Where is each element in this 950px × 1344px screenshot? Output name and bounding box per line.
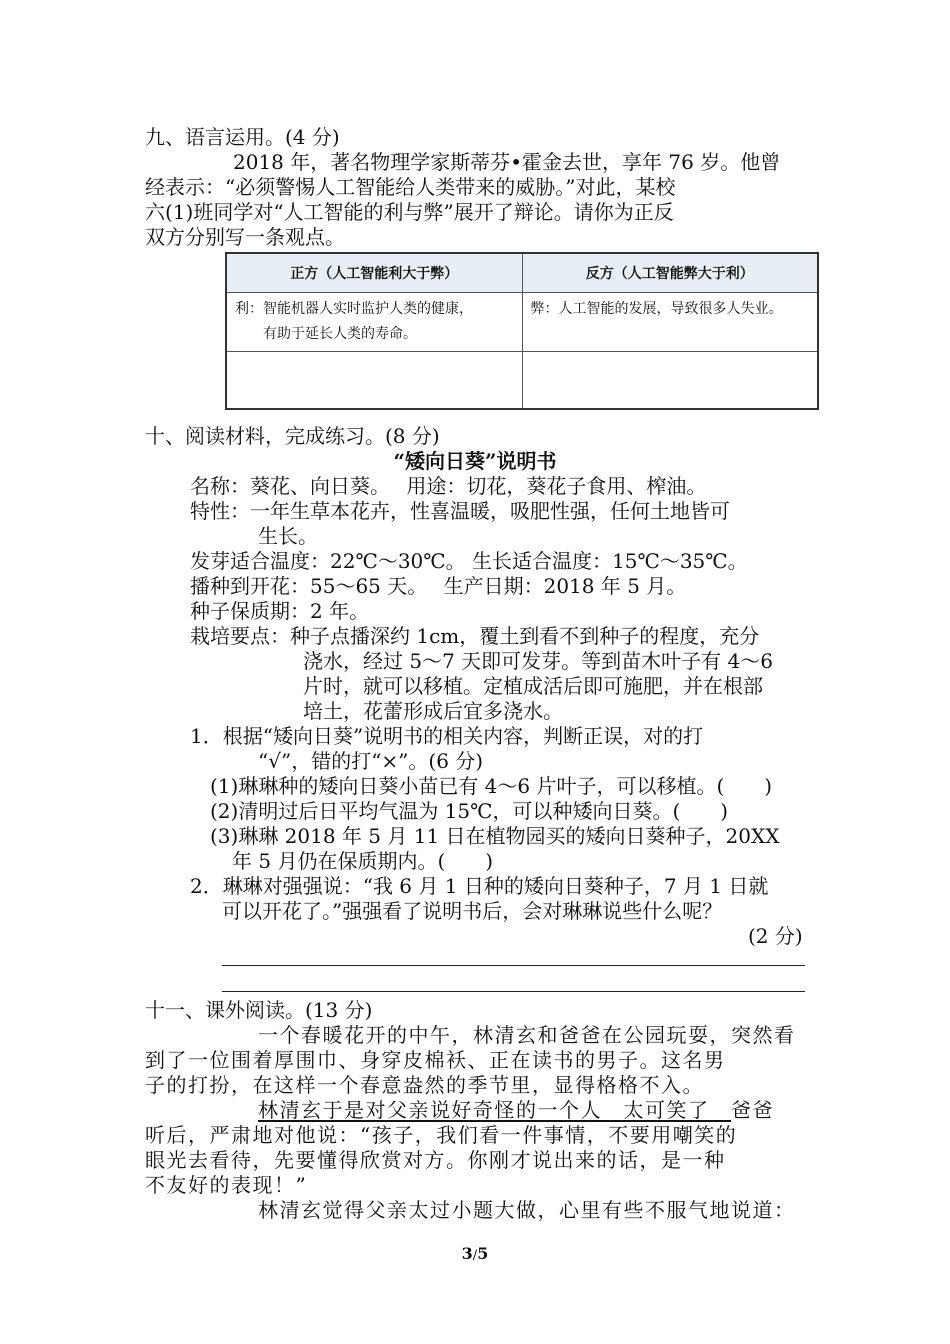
manual-cultivation: 栽培要点：种子点播深约 1cm，覆土到看不到种子的程度，充分 bbox=[190, 624, 760, 648]
manual-bloom: 播种到开花：55～65 天。 生产日期：2018 年 5 月。 bbox=[190, 574, 687, 598]
debate-pro-line2: 有助于延长人类的寿命。 bbox=[263, 326, 417, 342]
debate-cell-con-example: 弊：人工智能的发展，导致很多人失业。 bbox=[522, 293, 818, 352]
question1-item-1[interactable]: (1)琳琳种的矮向日葵小苗已有 4～6 片叶子，可以移植。( ) bbox=[210, 774, 773, 798]
passage-text: 爸爸 bbox=[731, 1098, 774, 1122]
debate-header-con: 反方（人工智能弊大于利） bbox=[522, 253, 818, 293]
question1-item-2[interactable]: (2)清明过后日平均气温为 15℃，可以种矮向日葵。( ) bbox=[210, 799, 729, 823]
passage-line: 听后，严肃地对他说：“孩子，我们看一件事情，不要用嘲笑的 bbox=[145, 1123, 738, 1147]
question2-cont: 可以开花了。”强强看了说明书后，会对琳琳说些什么呢？ bbox=[222, 899, 723, 923]
question1: 1．根据“矮向日葵”说明书的相关内容，判断正误，对的打 bbox=[190, 724, 704, 748]
section9-para-line: 六(1)班同学对“人工智能的利与弊”展开了辩论。请你为正反 bbox=[145, 200, 674, 224]
manual-trait-cont: 生长。 bbox=[258, 524, 318, 548]
manual-trait: 特性：一年生草本花卉，性喜温暖，吸肥性强，任何土地皆可 bbox=[190, 499, 730, 523]
question1-item-3[interactable]: (3)琳琳 2018 年 5 月 11 日在植物园买的矮向日葵种子，20XX bbox=[210, 824, 780, 848]
passage-line: 一个春暖花开的中午，林清玄和爸爸在公园玩耍，突然看 bbox=[258, 1023, 796, 1047]
passage-line: 眼光去看待，先要懂得欣赏对方。你刚才说出来的话，是一种 bbox=[145, 1148, 726, 1172]
question1-cont: “√”，错的打“×”。(6 分) bbox=[258, 749, 484, 773]
debate-answer-pro[interactable] bbox=[226, 352, 522, 410]
section9-para-line: 经表示：“必须警惕人工智能给人类带来的威胁。”对此，某校 bbox=[145, 175, 676, 199]
debate-cell-pro-example bbox=[226, 293, 522, 352]
page-number bbox=[0, 1244, 950, 1263]
debate-header-pro: 正方（人工智能利大于弊） bbox=[226, 253, 522, 293]
question1-item-3-cont[interactable]: 年 5 月仍在保质期内。( ) bbox=[232, 849, 494, 873]
passage-line: 不友好的表现！” bbox=[145, 1173, 308, 1197]
passage-line: 子的打扮，在这样一个春意盎然的季节里，显得格格不入。 bbox=[145, 1073, 704, 1097]
manual-shelf: 种子保质期：2 年。 bbox=[190, 599, 370, 623]
question2: 2．琳琳对强强说：“我 6 月 1 日种的矮向日葵种子，7 月 1 日就 bbox=[190, 874, 769, 898]
manual-name: 名称：葵花、向日葵。 用途：切花，葵花子食用、榨油。 bbox=[190, 474, 707, 498]
section11-heading: 十一、课外阅读。(13 分) bbox=[145, 998, 373, 1022]
manual-cultivation-cont: 浇水，经过 5～7 天即可发芽。等到苗木叶子有 4～6 bbox=[303, 649, 773, 673]
passage-line bbox=[258, 1098, 774, 1123]
passage-line: 到了一位围着厚围巾、身穿皮棉袄、正在读书的男子。这名男 bbox=[145, 1048, 726, 1072]
underlined-sentence[interactable]: 林清玄于是对父亲说好奇怪的一个人 太可笑了 bbox=[258, 1098, 731, 1122]
manual-title: “矮向日葵”说明书 bbox=[393, 449, 557, 473]
manual-cultivation-cont: 培土，花蕾形成后宜多浇水。 bbox=[303, 699, 563, 723]
passage-line: 林清玄觉得父亲太过小题大做，心里有些不服气地说道： bbox=[258, 1198, 796, 1222]
section9-heading: 九、语言运用。(4 分) bbox=[145, 125, 340, 149]
debate-table bbox=[225, 252, 819, 410]
page-separator: / bbox=[472, 1248, 478, 1263]
manual-cultivation-cont: 片时，就可以移植。定植成活后即可施肥，并在根部 bbox=[303, 674, 763, 698]
page-total: 5 bbox=[477, 1244, 489, 1263]
answer-line[interactable] bbox=[222, 965, 805, 966]
section9-para-line: 2018 年，著名物理学家斯蒂芬•霍金去世，享年 76 岁。他曾 bbox=[233, 150, 781, 174]
question2-score: (2 分) bbox=[748, 924, 803, 948]
manual-temp: 发芽适合温度：22℃～30℃。 生长适合温度：15℃～35℃。 bbox=[190, 549, 748, 573]
debate-answer-con[interactable] bbox=[522, 352, 818, 410]
page-current: 3 bbox=[461, 1244, 473, 1263]
debate-pro-line1: 利：智能机器人实时监护人类的健康， bbox=[235, 301, 473, 317]
section9-para-line: 双方分别写一条观点。 bbox=[145, 225, 345, 249]
answer-line[interactable] bbox=[222, 991, 805, 992]
section10-heading: 十、阅读材料，完成练习。(8 分) bbox=[145, 424, 440, 448]
